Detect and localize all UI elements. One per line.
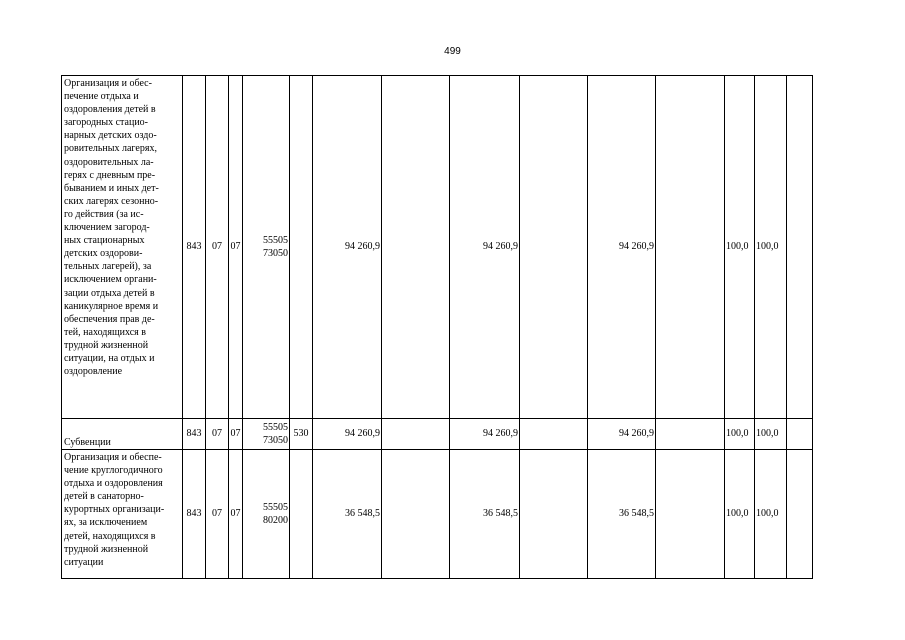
subsection-code: 07 <box>229 419 243 450</box>
empty-cell <box>656 450 725 579</box>
row-name-line: ных стационарных <box>64 235 145 247</box>
row-name-line: Организация и обес- <box>64 78 152 89</box>
row-name-line: ситуации <box>64 556 104 568</box>
row-name-line: печение отдыха и <box>64 91 139 103</box>
row-name-line: исключением органи- <box>64 274 157 286</box>
empty-cell <box>787 450 813 579</box>
row-name <box>64 77 180 378</box>
percent-execution-1: 100,0 <box>725 450 755 579</box>
empty-cell <box>520 76 588 419</box>
expense-type: 530 <box>290 419 313 450</box>
row-name-line: каникулярное время и <box>64 300 159 312</box>
row-name-line: обеспечения прав де- <box>64 313 155 325</box>
row-name-line: ских лагерях сезонно- <box>64 195 159 207</box>
section-code: 07 <box>206 450 229 579</box>
row-name-line: оздоровление <box>64 366 123 378</box>
amount-approved: 94 260,9 <box>313 76 382 419</box>
row-name-line: оздоровительных ла- <box>64 156 154 168</box>
target-article <box>243 450 290 579</box>
expense-type <box>290 450 313 579</box>
row-name-line: оздоровления детей в <box>64 104 156 116</box>
row-name-line: зации отдыха детей в <box>64 287 155 299</box>
target-article-part-1: 55505 <box>263 234 288 246</box>
row-name-line: трудной жизненной <box>64 543 149 555</box>
row-name-line: отдыха и оздоровления <box>64 478 163 490</box>
amount-refined: 36 548,5 <box>450 450 520 579</box>
target-article-part-2: 73050 <box>263 247 288 259</box>
table-row <box>62 419 813 450</box>
target-article <box>243 419 290 450</box>
row-name-line: детских оздорови- <box>64 248 143 260</box>
amount-executed: 94 260,9 <box>588 76 656 419</box>
row-name-line: герях с дневным пре- <box>64 169 156 181</box>
row-name <box>64 436 180 449</box>
amount-approved: 94 260,9 <box>313 419 382 450</box>
row-name-line: загородных стацио- <box>64 117 149 129</box>
row-name-line: ситуации, на отдых и <box>64 352 155 364</box>
row-name-line: Субвенции <box>64 436 111 448</box>
row-name-line: чение круглогодичного <box>64 465 163 477</box>
amount-approved: 36 548,5 <box>313 450 382 579</box>
percent-execution-2: 100,0 <box>755 76 787 419</box>
row-name-line: тей, находящихся в <box>64 326 146 338</box>
row-name-line: трудной жизненной <box>64 339 149 351</box>
row-name <box>64 451 180 569</box>
empty-cell <box>787 76 813 419</box>
row-name-line: быванием и иных дет- <box>64 182 159 194</box>
page-number: 499 <box>444 46 461 57</box>
row-name-cell <box>62 419 183 450</box>
ministry-code: 843 <box>183 76 206 419</box>
subsection-code: 07 <box>229 450 243 579</box>
budget-table <box>61 75 813 579</box>
section-code: 07 <box>206 76 229 419</box>
ministry-code: 843 <box>183 450 206 579</box>
target-article <box>243 76 290 419</box>
section-code: 07 <box>206 419 229 450</box>
row-name-line: курортных организаци- <box>64 504 165 516</box>
empty-cell <box>382 419 450 450</box>
percent-execution-1: 100,0 <box>725 76 755 419</box>
amount-refined: 94 260,9 <box>450 76 520 419</box>
target-article-part-2: 80200 <box>263 514 288 526</box>
amount-refined: 94 260,9 <box>450 419 520 450</box>
amount-executed: 36 548,5 <box>588 450 656 579</box>
table-row <box>62 450 813 579</box>
target-article-part-2: 73050 <box>263 434 288 446</box>
empty-cell <box>656 419 725 450</box>
amount-executed: 94 260,9 <box>588 419 656 450</box>
row-name-cell <box>62 450 183 579</box>
row-name-line: нарных детских оздо- <box>64 130 157 142</box>
empty-cell <box>382 450 450 579</box>
ministry-code: 843 <box>183 419 206 450</box>
row-name-line: го действия (за ис- <box>64 208 144 220</box>
subsection-code: 07 <box>229 76 243 419</box>
row-name-line: тельных лагерей), за <box>64 261 152 273</box>
empty-cell <box>520 419 588 450</box>
percent-execution-2: 100,0 <box>755 419 787 450</box>
target-article-part-1: 55505 <box>263 501 288 513</box>
percent-execution-2: 100,0 <box>755 450 787 579</box>
expense-type <box>290 76 313 419</box>
empty-cell <box>520 450 588 579</box>
row-name-cell <box>62 76 183 419</box>
empty-cell <box>787 419 813 450</box>
row-name-line: ях, за исключением <box>64 517 148 529</box>
row-name-line: детей, находящихся в <box>64 530 156 542</box>
empty-cell <box>382 76 450 419</box>
row-name-line: детей в санаторно- <box>64 491 144 503</box>
row-name-line: Организация и обеспе- <box>64 452 162 463</box>
empty-cell <box>656 76 725 419</box>
target-article-part-1: 55505 <box>263 421 288 433</box>
row-name-line: ключением загород- <box>64 222 150 234</box>
row-name-line: ровительных лагерях, <box>64 143 157 155</box>
percent-execution-1: 100,0 <box>725 419 755 450</box>
table-row <box>62 76 813 419</box>
